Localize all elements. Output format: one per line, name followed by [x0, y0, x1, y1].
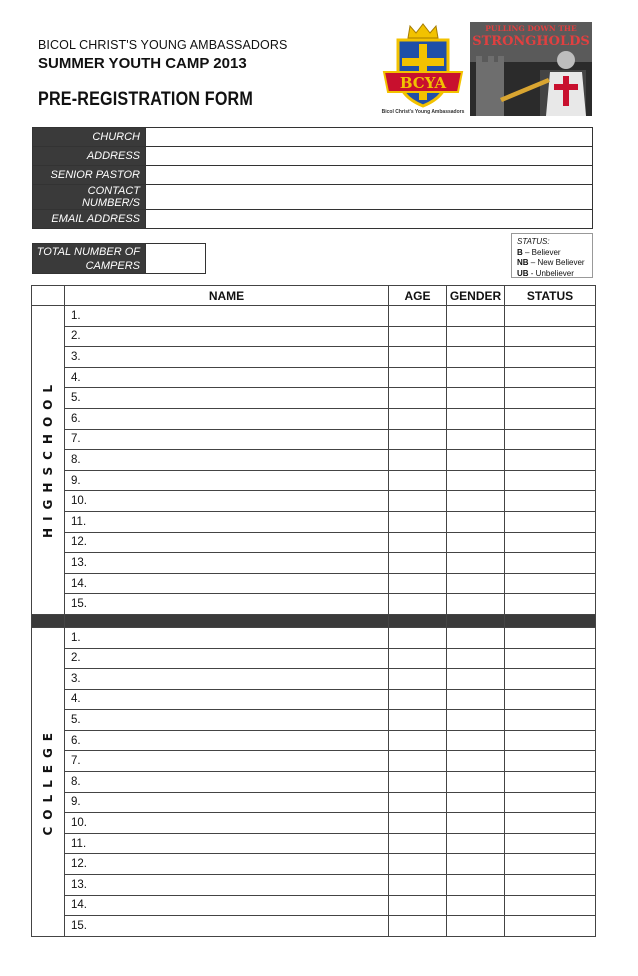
header-blank [32, 286, 65, 306]
info-row-email [33, 210, 593, 229]
status-cell[interactable] [505, 751, 596, 772]
gender-cell[interactable] [447, 573, 505, 594]
age-cell[interactable] [389, 347, 447, 368]
age-cell[interactable] [389, 594, 447, 615]
gender-cell[interactable] [447, 470, 505, 491]
name-cell[interactable]: 13. [65, 875, 389, 896]
status-cell[interactable] [505, 388, 596, 409]
total-campers-field[interactable] [146, 244, 206, 274]
org-name: BICOL CHRIST'S YOUNG AMBASSADORS [38, 38, 288, 52]
age-cell[interactable] [389, 306, 447, 327]
table-row [32, 751, 596, 772]
table-row [32, 326, 596, 347]
age-cell[interactable] [389, 669, 447, 690]
status-code-ub: UB [517, 268, 529, 278]
age-cell[interactable] [389, 854, 447, 875]
gender-cell[interactable] [447, 854, 505, 875]
senior-pastor-label: SENIOR PASTOR [33, 166, 146, 185]
table-row [32, 895, 596, 916]
table-row [32, 306, 596, 327]
table-row [32, 792, 596, 813]
status-cell[interactable] [505, 854, 596, 875]
age-cell[interactable] [389, 553, 447, 574]
status-cell[interactable] [505, 553, 596, 574]
name-cell[interactable]: 8. [65, 772, 389, 793]
status-cell[interactable] [505, 875, 596, 896]
total-campers-label [33, 244, 146, 274]
table-row [32, 833, 596, 854]
name-cell[interactable]: 9. [65, 470, 389, 491]
status-cell[interactable] [505, 916, 596, 937]
age-cell[interactable] [389, 532, 447, 553]
table-row [32, 875, 596, 896]
age-cell[interactable] [389, 751, 447, 772]
strongholds-line1: PULLING DOWN THE [485, 24, 577, 33]
total-campers-label-line2: CAMPERS [85, 259, 140, 272]
table-row [32, 648, 596, 669]
table-row [32, 573, 596, 594]
name-cell[interactable]: 4. [65, 689, 389, 710]
status-legend-title: STATUS: [517, 237, 550, 246]
name-cell[interactable]: 2. [65, 648, 389, 669]
status-cell[interactable] [505, 627, 596, 648]
separator-cell [65, 614, 389, 627]
gender-cell[interactable] [447, 450, 505, 471]
info-row-church [33, 128, 593, 147]
gender-cell[interactable] [447, 429, 505, 450]
status-cell[interactable] [505, 772, 596, 793]
gender-cell[interactable] [447, 532, 505, 553]
email-address-label: EMAIL ADDRESS [33, 210, 146, 229]
status-cell[interactable] [505, 710, 596, 731]
separator-cell [389, 614, 447, 627]
age-cell[interactable] [389, 833, 447, 854]
status-legend-item [517, 269, 587, 279]
status-cell[interactable] [505, 573, 596, 594]
status-cell[interactable] [505, 429, 596, 450]
camper-registration-table [31, 285, 596, 937]
status-cell[interactable] [505, 594, 596, 615]
table-row [32, 730, 596, 751]
table-row [32, 470, 596, 491]
gender-cell[interactable] [447, 511, 505, 532]
gender-cell[interactable] [447, 594, 505, 615]
status-cell[interactable] [505, 306, 596, 327]
age-cell[interactable] [389, 813, 447, 834]
name-cell[interactable]: 3. [65, 347, 389, 368]
gender-cell[interactable] [447, 648, 505, 669]
age-cell[interactable] [389, 470, 447, 491]
gender-cell[interactable] [447, 710, 505, 731]
section-label-cell [32, 627, 65, 936]
gender-cell[interactable] [447, 367, 505, 388]
table-row [32, 772, 596, 793]
age-cell[interactable] [389, 367, 447, 388]
age-cell[interactable] [389, 916, 447, 937]
address-field[interactable] [146, 147, 593, 166]
name-cell[interactable]: 7. [65, 751, 389, 772]
table-row [32, 669, 596, 690]
status-cell[interactable] [505, 470, 596, 491]
status-desc-nb: – New Believer [528, 258, 585, 267]
status-legend-item [517, 248, 587, 259]
column-header-status: STATUS [505, 286, 596, 306]
table-row [32, 367, 596, 388]
name-cell[interactable]: 8. [65, 450, 389, 471]
name-cell[interactable]: 6. [65, 730, 389, 751]
age-cell[interactable] [389, 511, 447, 532]
status-cell[interactable] [505, 648, 596, 669]
table-row [32, 553, 596, 574]
status-cell[interactable] [505, 326, 596, 347]
name-cell[interactable]: 2. [65, 326, 389, 347]
gender-cell[interactable] [447, 326, 505, 347]
name-cell[interactable]: 6. [65, 408, 389, 429]
strongholds-image [470, 22, 592, 116]
status-cell[interactable] [505, 450, 596, 471]
table-row [32, 916, 596, 937]
contact-number-field[interactable] [146, 185, 593, 210]
age-cell[interactable] [389, 627, 447, 648]
gender-cell[interactable] [447, 875, 505, 896]
name-cell[interactable]: 1. [65, 306, 389, 327]
name-cell[interactable]: 5. [65, 710, 389, 731]
table-row [32, 710, 596, 731]
name-cell[interactable]: 11. [65, 511, 389, 532]
section-separator [32, 614, 596, 627]
age-cell[interactable] [389, 648, 447, 669]
age-cell[interactable] [389, 875, 447, 896]
age-cell[interactable] [389, 388, 447, 409]
church-field[interactable] [146, 128, 593, 147]
separator-cell [505, 614, 596, 627]
status-cell[interactable] [505, 895, 596, 916]
table-row [32, 388, 596, 409]
gender-cell[interactable] [447, 895, 505, 916]
name-cell[interactable]: 1. [65, 627, 389, 648]
name-cell[interactable]: 13. [65, 553, 389, 574]
separator-cell [32, 614, 65, 627]
bcya-logo-caption: Bicol Christ's Young Ambassadors [381, 109, 465, 115]
age-cell[interactable] [389, 730, 447, 751]
name-cell[interactable]: 10. [65, 813, 389, 834]
table-row [32, 627, 596, 648]
gender-cell[interactable] [447, 916, 505, 937]
camp-title: SUMMER YOUTH CAMP 2013 [38, 55, 247, 72]
gender-cell[interactable] [447, 669, 505, 690]
name-cell[interactable]: 15. [65, 594, 389, 615]
gender-cell[interactable] [447, 627, 505, 648]
address-label: ADDRESS [33, 147, 146, 166]
bcya-logo [380, 22, 466, 116]
table-row [32, 408, 596, 429]
name-cell[interactable]: 12. [65, 532, 389, 553]
bcya-logo-text: BCYA [399, 74, 447, 92]
section-label: HIGHSCHOOL [41, 378, 55, 539]
gender-cell[interactable] [447, 730, 505, 751]
age-cell[interactable] [389, 491, 447, 512]
info-row-contact [33, 185, 593, 210]
name-cell[interactable]: 14. [65, 895, 389, 916]
gender-cell[interactable] [447, 689, 505, 710]
gender-cell[interactable] [447, 813, 505, 834]
status-cell[interactable] [505, 730, 596, 751]
age-cell[interactable] [389, 792, 447, 813]
status-cell[interactable] [505, 367, 596, 388]
name-cell[interactable]: 11. [65, 833, 389, 854]
name-cell[interactable]: 4. [65, 367, 389, 388]
status-code-nb: NB [517, 258, 529, 267]
name-cell[interactable]: 7. [65, 429, 389, 450]
age-cell[interactable] [389, 772, 447, 793]
name-cell[interactable]: 9. [65, 792, 389, 813]
gender-cell[interactable] [447, 306, 505, 327]
age-cell[interactable] [389, 895, 447, 916]
church-info-table [32, 127, 593, 229]
status-cell[interactable] [505, 833, 596, 854]
column-header-gender: GENDER [447, 286, 505, 306]
table-row [32, 491, 596, 512]
section-label: COLLEGE [41, 725, 55, 836]
status-desc-b: – Believer [522, 247, 561, 257]
contact-number-label: CONTACT NUMBER/S [33, 185, 146, 210]
section-label-cell [32, 306, 65, 615]
status-legend [511, 233, 593, 278]
status-cell[interactable] [505, 669, 596, 690]
name-cell[interactable]: 15. [65, 916, 389, 937]
table-row [32, 594, 596, 615]
senior-pastor-field[interactable] [146, 166, 593, 185]
name-cell[interactable]: 10. [65, 491, 389, 512]
strongholds-line2: STRONGHOLDS [472, 34, 590, 49]
age-cell[interactable] [389, 710, 447, 731]
info-row-address [33, 147, 593, 166]
total-campers-table [32, 243, 206, 274]
age-cell[interactable] [389, 326, 447, 347]
gender-cell[interactable] [447, 751, 505, 772]
gender-cell[interactable] [447, 388, 505, 409]
status-cell[interactable] [505, 813, 596, 834]
status-cell[interactable] [505, 408, 596, 429]
gender-cell[interactable] [447, 833, 505, 854]
table-row [32, 347, 596, 368]
name-cell[interactable]: 14. [65, 573, 389, 594]
table-row [32, 450, 596, 471]
table-row [32, 813, 596, 834]
gender-cell[interactable] [447, 553, 505, 574]
table-row [32, 689, 596, 710]
status-legend-item [517, 258, 587, 269]
status-cell[interactable] [505, 792, 596, 813]
gender-cell[interactable] [447, 408, 505, 429]
name-cell[interactable]: 12. [65, 854, 389, 875]
age-cell[interactable] [389, 689, 447, 710]
status-cell[interactable] [505, 689, 596, 710]
status-cell[interactable] [505, 511, 596, 532]
church-label: CHURCH [33, 128, 146, 147]
email-address-field[interactable] [146, 210, 593, 229]
age-cell[interactable] [389, 573, 447, 594]
name-cell[interactable]: 5. [65, 388, 389, 409]
age-cell[interactable] [389, 408, 447, 429]
table-row [32, 532, 596, 553]
status-cell[interactable] [505, 491, 596, 512]
name-cell[interactable]: 3. [65, 669, 389, 690]
gender-cell[interactable] [447, 792, 505, 813]
table-header-row [32, 286, 596, 306]
column-header-name: NAME [65, 286, 389, 306]
status-cell[interactable] [505, 532, 596, 553]
separator-cell [447, 614, 505, 627]
table-row [32, 854, 596, 875]
status-desc-ub: - Unbeliever [528, 268, 574, 278]
column-header-age: AGE [389, 286, 447, 306]
info-row-senior-pastor [33, 166, 593, 185]
table-row [32, 511, 596, 532]
total-campers-label-line1: TOTAL NUMBER OF [36, 245, 140, 258]
table-row [32, 429, 596, 450]
form-title: PRE-REGISTRATION FORM [38, 89, 254, 110]
gender-cell[interactable] [447, 491, 505, 512]
status-code-b: B [517, 247, 523, 257]
gender-cell[interactable] [447, 772, 505, 793]
status-cell[interactable] [505, 347, 596, 368]
age-cell[interactable] [389, 450, 447, 471]
age-cell[interactable] [389, 429, 447, 450]
gender-cell[interactable] [447, 347, 505, 368]
